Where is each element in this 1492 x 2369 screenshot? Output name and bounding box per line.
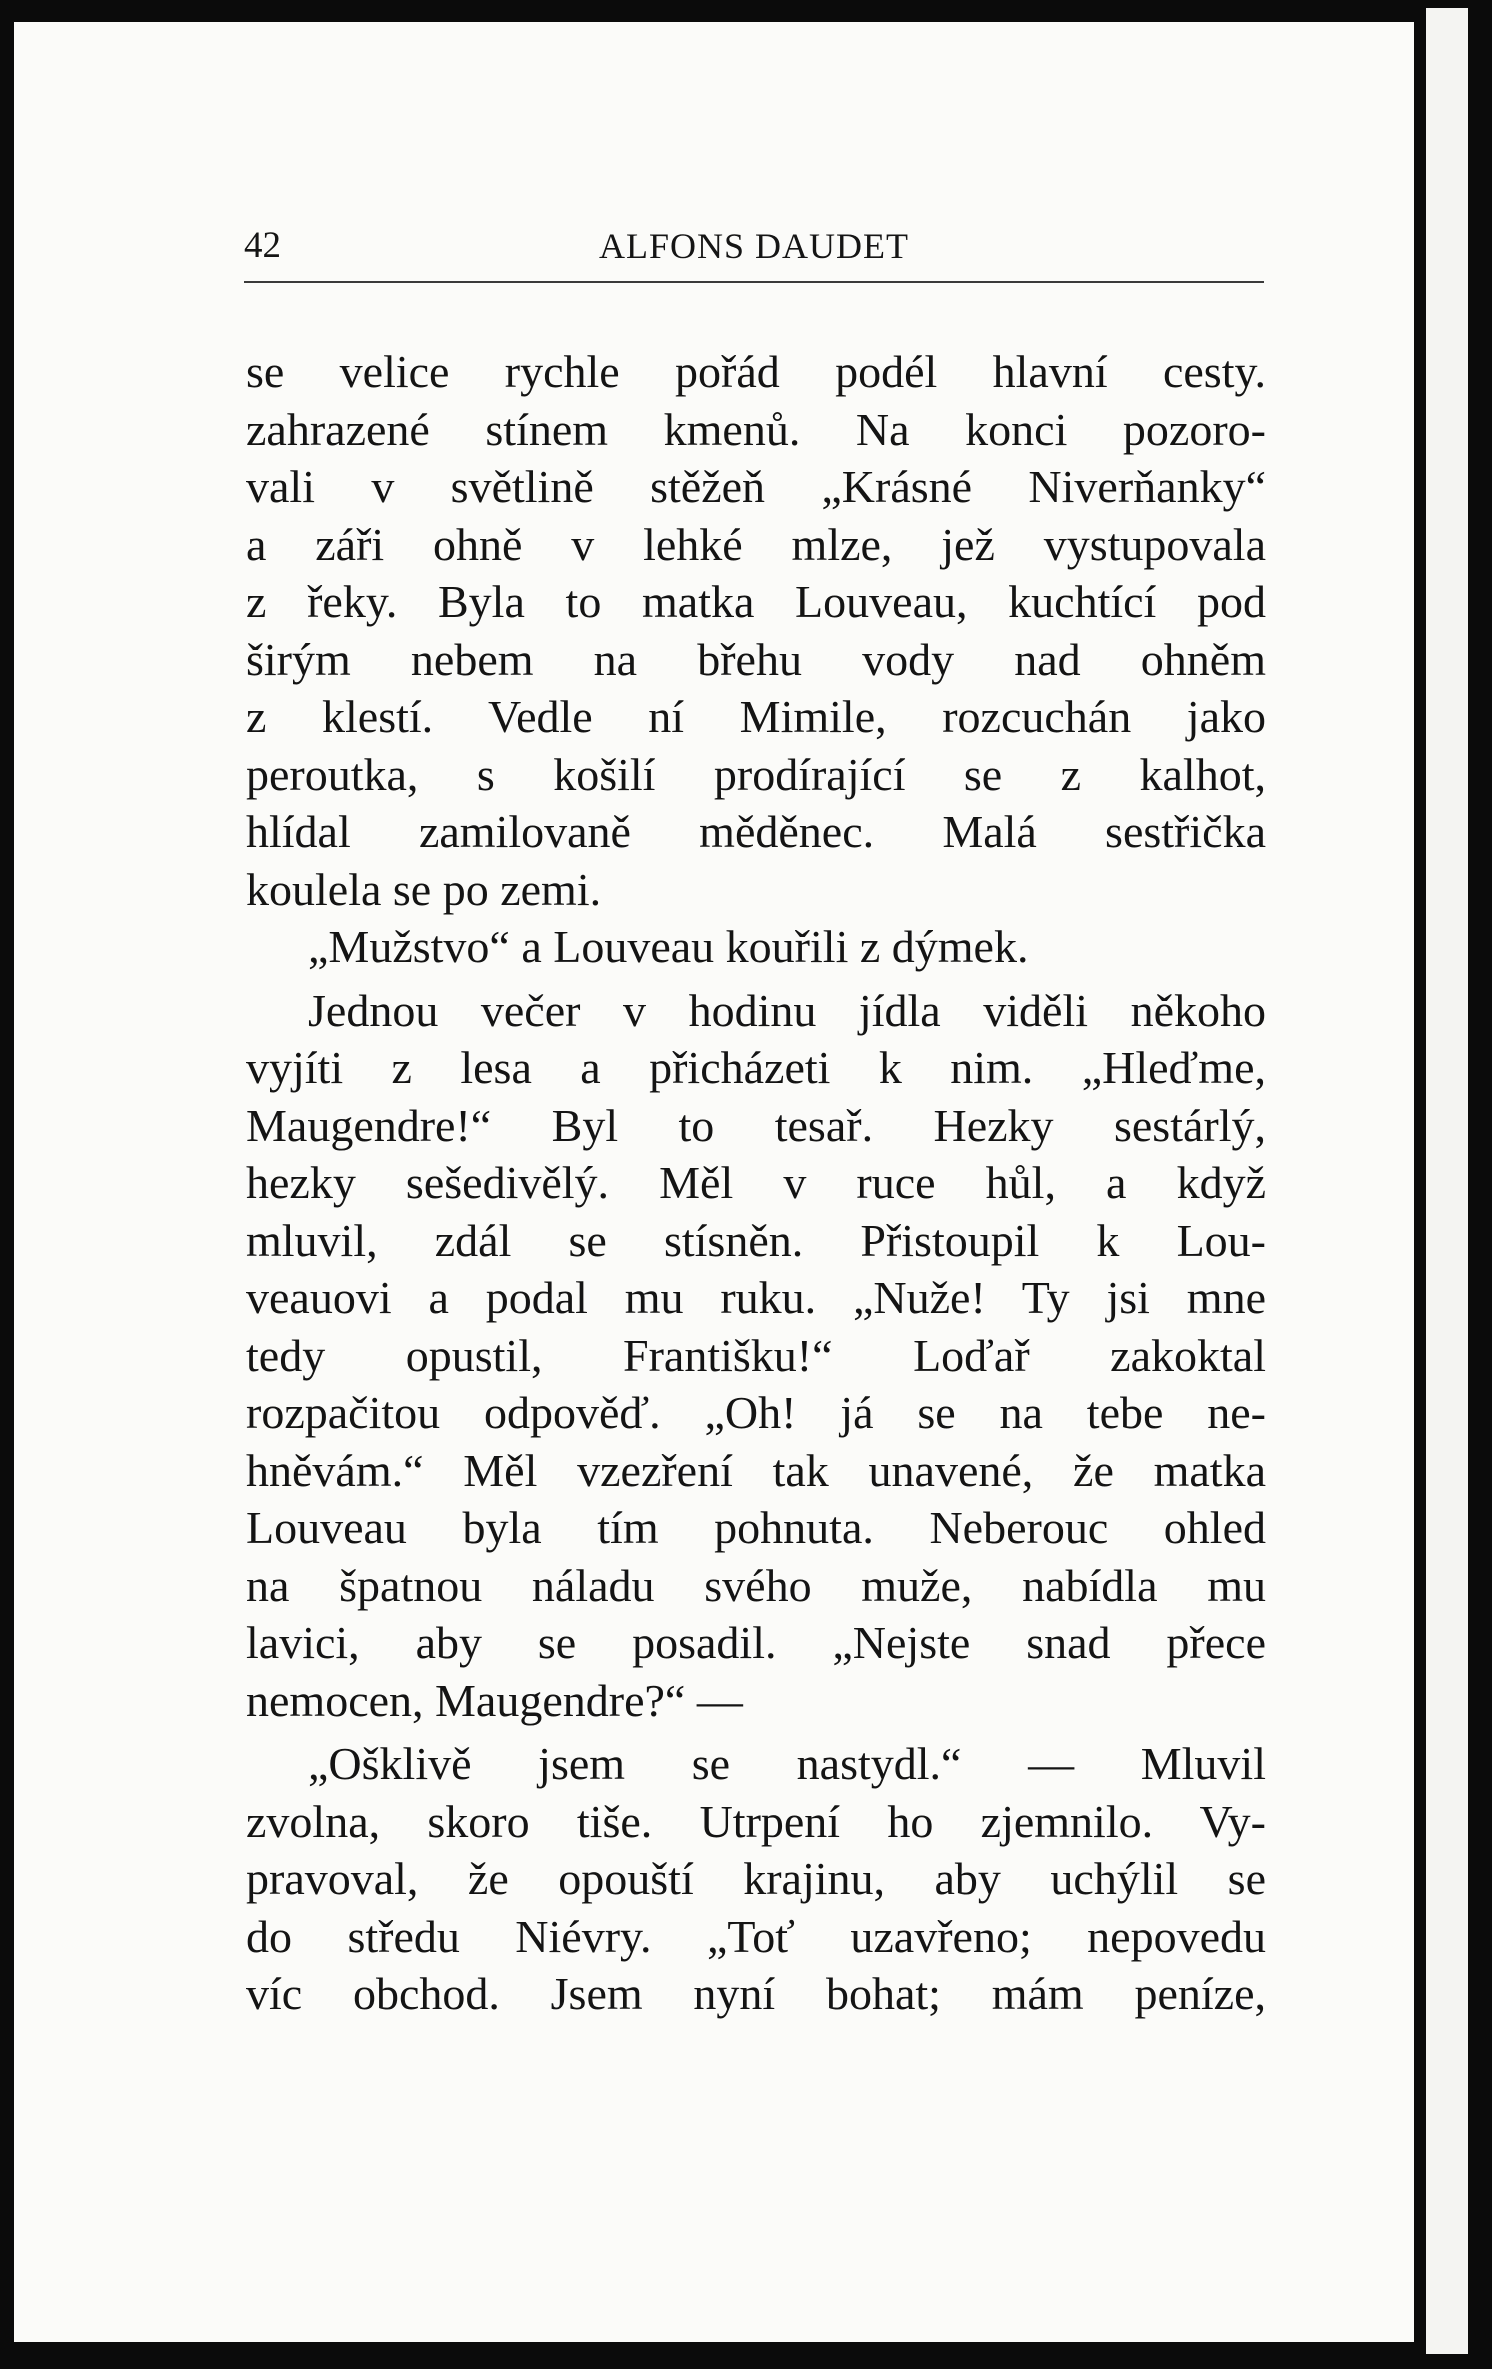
text-line: vyjíti z lesa a přicházeti k nim. „Hleďme,: [246, 1042, 1266, 1093]
text-line: mluvil, zdál se stísněn. Přistoupil k Lou-: [246, 1214, 1266, 1266]
text-line: z klestí. Vedle ní Mimile, rozcuchán jako: [246, 691, 1266, 742]
text-line: lavici, aby se posadil. „Nejste snad přece: [246, 1617, 1266, 1668]
page-header: [244, 222, 1264, 270]
running-head: ALFONS DAUDET: [599, 226, 909, 266]
text-line: hlídal zamilovaně měděnec. Malá sestřička: [246, 806, 1266, 857]
text-line: Maugendre!“ Byl to tesař. Hezky sestárlý,: [246, 1099, 1266, 1151]
text-line: se velice rychle pořád podél hlavní cesty.: [246, 346, 1266, 397]
text-line: rozpačitou odpověď. „Oh! já se na tebe ne-: [246, 1387, 1266, 1438]
text-line: vali v světlině stěžeň „Krásné Niverňanky“: [246, 461, 1266, 512]
text-line: širým nebem na břehu vody nad ohněm: [246, 633, 1266, 685]
text-line: veauovi a podal mu ruku. „Nuže! Ty jsi mne: [246, 1272, 1266, 1323]
text-line: víc obchod. Jsem nyní bohat; mám peníze,: [246, 1968, 1266, 2019]
text-line: z řeky. Byla to matka Louveau, kuchtící pod: [246, 576, 1266, 627]
page-number: 42: [244, 225, 281, 266]
text-line: Jednou večer v hodinu jídla viděli někoho: [308, 984, 1266, 1036]
text-line: Louveau byla tím pohnuta. Neberouc ohled: [246, 1502, 1266, 1553]
text-line: zvolna, skoro tiše. Utrpení ho zjemnilo. Vy-: [246, 1795, 1266, 1847]
text-line: na špatnou náladu svého muže, nabídla mu: [246, 1559, 1266, 1611]
text-line: do středu Niévry. „Toť uzavřeno; nepovedu: [246, 1910, 1266, 1962]
text-line: hezky sešedivělý. Měl v ruce hůl, a když: [246, 1157, 1266, 1208]
text-line: peroutka, s košilí prodírající se z kalhot,: [246, 748, 1266, 800]
text-line: nemocen, Maugendre?“ —: [246, 1674, 743, 1726]
text-line: hněvám.“ Měl vzezření tak unavené, že matka: [246, 1444, 1266, 1496]
text-line: zahrazené stínem kmenů. Na konci pozoro-: [246, 403, 1266, 455]
text-line: „Ošklivě jsem se nastydl.“ — Mluvil: [308, 1738, 1266, 1789]
text-line: tedy opustil, Františku!“ Loďař zakoktal: [246, 1329, 1266, 1381]
body-text: [246, 343, 1266, 2023]
text-line: a záři ohně v lehké mlze, jež vystupovala: [246, 518, 1266, 570]
header-rule: [244, 281, 1264, 283]
text-line: „Mužstvo“ a Louveau kouřili z dýmek.: [308, 921, 1029, 972]
adjacent-page-edge: [1426, 8, 1468, 2354]
text-line: koulela se po zemi.: [246, 863, 602, 915]
text-line: pravoval, že opouští krajinu, aby uchýlil se: [246, 1853, 1266, 1904]
